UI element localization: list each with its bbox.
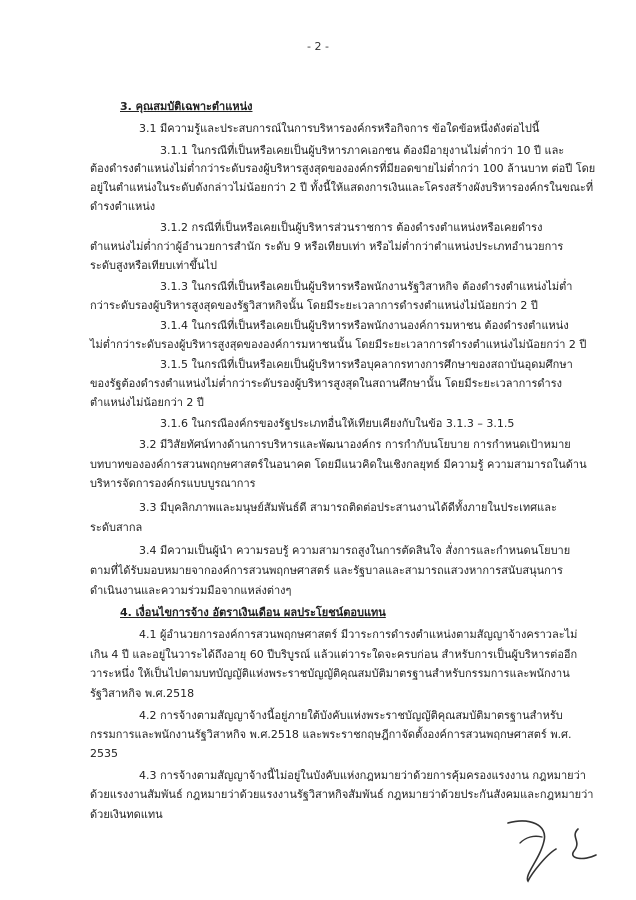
text-line: 4.1 ผู้อำนวยการองค์การสวนพฤกษศาสตร์ มีวาระการดำรงตำแหน่งตามสัญญาจ้างคราวละไม่ bbox=[139, 628, 578, 641]
text-line: 4.2 การจ้างตามสัญญาจ้างนี้อยู่ภายใต้บังคับแห่งพระราชบัญญัติคุณสมบัติมาตรฐานสำหรับ bbox=[139, 709, 563, 722]
text-line: ตามที่ได้รับมอบหมายจากองค์การสวนพฤกษศาสตร์ และรัฐบาลและสามารถแสวงหาการสนับสนุนการ bbox=[90, 564, 563, 577]
text-line: กว่าระดับรองผู้บริหารสูงสุดของรัฐวิสาหกิจนั้น โดยมีระยะเวลาการดำรงตำแหน่งไม่น้อยกว่า 2 ปี bbox=[90, 299, 538, 312]
text-line: ระดับสากล bbox=[90, 521, 143, 534]
text-line: เกิน 4 ปี และอยู่ในวาระได้ถึงอายุ 60 ปีบริบูรณ์ แล้วแต่วาระใดจะครบก่อน สำหรับการเป็นผู้บริหารต่ออีก bbox=[90, 648, 578, 661]
text-line: 3.2 มีวิสัยทัศน์ทางด้านการบริหารและพัฒนาองค์กร การกำกับนโยบาย การกำหนดเป้าหมาย bbox=[139, 438, 571, 451]
section-heading: 4. เงื่อนไขการจ้าง อัตราเงินเดือน ผลประโยชน์ตอบแทน bbox=[120, 606, 386, 619]
text-line: บทบาทขององค์การสวนพฤกษศาสตร์ในอนาคต โดยมีแนวคิดในเชิงกลยุทธ์ มีความรู้ ความสามารถในด้าน bbox=[90, 458, 587, 471]
text-line: ไม่ต่ำกว่าระดับรองผู้บริหารสูงสุดขององค์การมหาชนนั้น โดยมีระยะเวลาการดำรงตำแหน่งไม่น้อยกว่า 2 ปี bbox=[90, 338, 587, 351]
text-line: 3.1.2 กรณีที่เป็นหรือเคยเป็นผู้บริหารส่วนราชการ ต้องดำรงตำแหน่งหรือเคยดำรง bbox=[160, 221, 543, 234]
page-number: - 2 - bbox=[307, 40, 329, 53]
text-line: 3.1.1 ในกรณีที่เป็นหรือเคยเป็นผู้บริหารภาคเอกชน ต้องมีอายุงานไม่ต่ำกว่า 10 ปี และ bbox=[160, 144, 565, 157]
text-line: 3.3 มีบุคลิกภาพและมนุษย์สัมพันธ์ดี สามารถติดต่อประสานงานได้ดีทั้งภายในประเทศและ bbox=[139, 501, 557, 514]
text-line: ของรัฐต้องดำรงตำแหน่งไม่ต่ำกว่าระดับรองผู้บริหารสูงสุดในสถานศึกษานั้น โดยมีระยะเวลาการดำรง bbox=[90, 377, 562, 390]
text-line: บริหารจัดการองค์กรแบบบูรณาการ bbox=[90, 477, 256, 490]
text-line: ตำแหน่งไม่น้อยกว่า 2 ปี bbox=[90, 396, 204, 409]
text-line: ด้วยแรงงานสัมพันธ์ กฎหมายว่าด้วยแรงงานรัฐวิสาหกิจสัมพันธ์ กฎหมายว่าด้วยประกันสังคมและกฎหมายว่า bbox=[90, 788, 594, 801]
text-line: ตำแหน่งไม่ต่ำกว่าผู้อำนวยการสำนัก ระดับ 9 หรือเทียบเท่า หรือไม่ต่ำกว่าตำแหน่งประเภทอำนวยการ bbox=[90, 240, 564, 253]
text-line: 3.1.3 ในกรณีที่เป็นหรือเคยเป็นผู้บริหารหรือพนักงานรัฐวิสาหกิจ ต้องดำรงตำแหน่งไม่ต่ำ bbox=[160, 280, 573, 293]
text-line: 4.3 การจ้างตามสัญญาจ้างนี้ไม่อยู่ในบังคับแห่งกฎหมายว่าด้วยการคุ้มครองแรงงาน กฎหมายว่า bbox=[139, 769, 586, 782]
text-line: 3.1.6 ในกรณีองค์กรของรัฐประเภทอื่นให้เทียบเคียงกับในข้อ 3.1.3 – 3.1.5 bbox=[160, 417, 515, 430]
text-line: ดำเนินงานและความร่วมมือจากแหล่งต่างๆ bbox=[90, 584, 292, 597]
section-heading: 3. คุณสมบัติเฉพาะตำแหน่ง bbox=[120, 100, 253, 113]
text-line: ระดับสูงหรือเทียบเท่าขึ้นไป bbox=[90, 259, 217, 272]
text-line: 3.1.4 ในกรณีที่เป็นหรือเคยเป็นผู้บริหารหรือพนักงานองค์การมหาชน ต้องดำรงตำแหน่ง bbox=[160, 319, 569, 332]
text-line: ดำรงตำแหน่ง bbox=[90, 200, 156, 213]
text-line: 3.4 มีความเป็นผู้นำ ความรอบรู้ ความสามารถสูงในการตัดสินใจ สั่งการและกำหนดนโยบาย bbox=[139, 544, 571, 557]
handwritten-signature bbox=[500, 815, 620, 885]
text-line: วาระหนึ่ง ให้เป็นไปตามบทบัญญัติแห่งพระราชบัญญัติคุณสมบัติมาตรฐานสำหรับกรรมการและพนักงาน bbox=[90, 667, 570, 680]
text-line: กรรมการและพนักงานรัฐวิสาหกิจ พ.ศ.2518 และพระราชกฤษฎีกาจัดตั้งองค์การสวนพฤกษศาสตร์ พ.ศ. bbox=[90, 728, 572, 741]
text-line: อยู่ในตำแหน่งในระดับดังกล่าวไม่น้อยกว่า 2 ปี ทั้งนี้ให้แสดงการเงินและโครงสร้างผังบริหารองค์กรในขณะที่ bbox=[90, 181, 594, 194]
text-line: ต้องดำรงตำแหน่งไม่ต่ำกว่าระดับรองผู้บริหารสูงสุดขององค์กรที่มียอดขายไม่ต่ำกว่า 100 ล้านบาท ต่อปี โดย bbox=[90, 162, 596, 175]
text-line: ด้วยเงินทดแทน bbox=[90, 808, 163, 821]
text-line: 2535 bbox=[90, 747, 118, 760]
text-line: 3.1 มีความรู้และประสบการณ์ในการบริหารองค์กรหรือกิจการ ข้อใดข้อหนึ่งดังต่อไปนี้ bbox=[139, 122, 540, 135]
text-line: รัฐวิสาหกิจ พ.ศ.2518 bbox=[90, 687, 195, 700]
text-line: 3.1.5 ในกรณีที่เป็นหรือเคยเป็นผู้บริหารหรือบุคลากรทางการศึกษาของสถาบันอุดมศึกษา bbox=[160, 358, 573, 371]
